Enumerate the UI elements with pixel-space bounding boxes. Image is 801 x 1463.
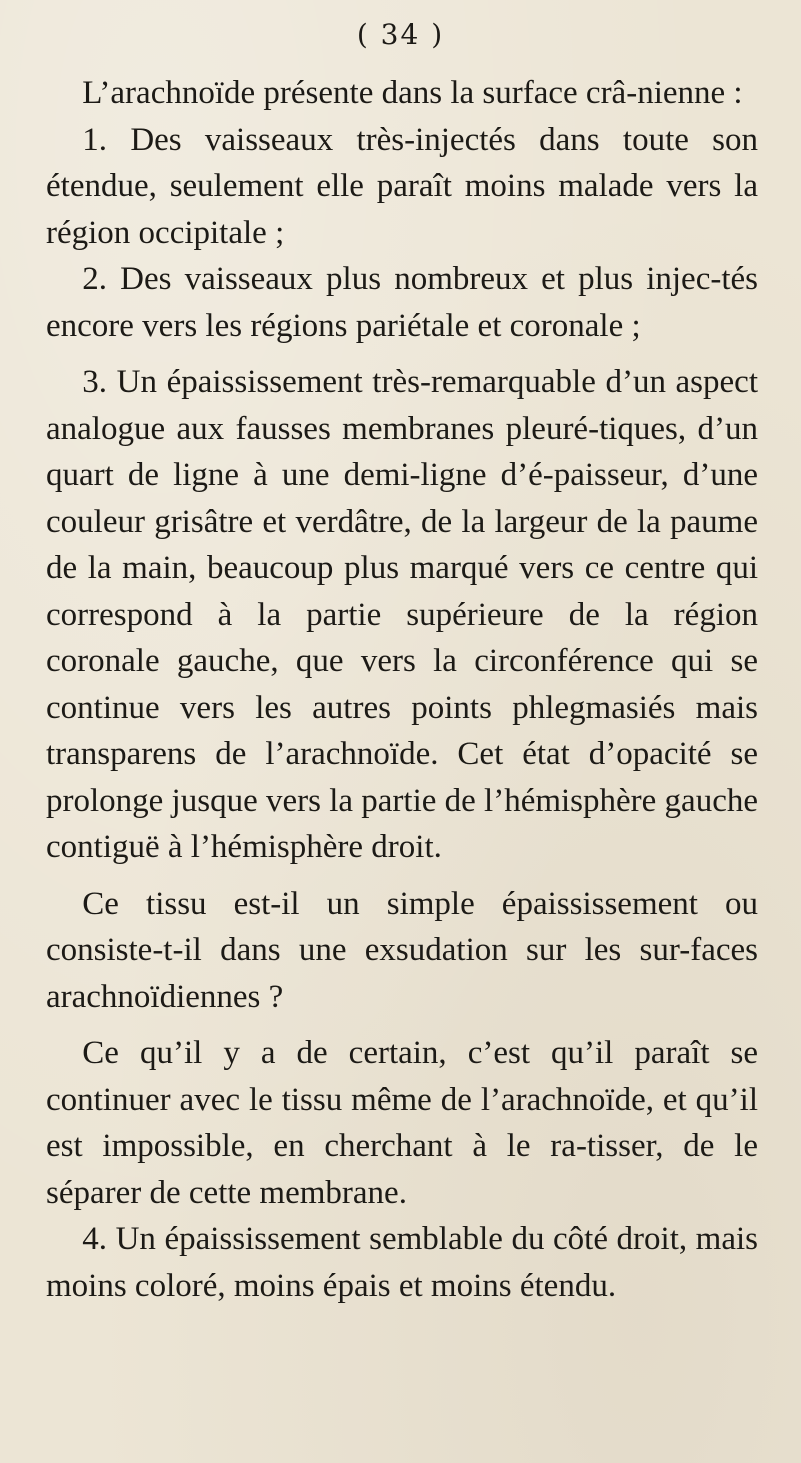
body-text	[46, 70, 758, 1309]
paragraph-item-3: 3. Un épaississement très-remarquable d’un aspect analogue aux fausses membranes pleuré-tiques, d’un quart de ligne à une demi-ligne d’é-paisseur, d’une couleur grisâtre et verdâtre, de la largeur de la paume de la main, beaucoup plus marqué vers ce centre qui correspond à la partie supérieure de la région coronale gauche, que vers la circonférence qui se continue vers les autres points phlegmasiés mais transparens de l’arachnoïde. Cet état d’opacité se prolonge jusque vers la partie de l’hémisphère gauche contiguë à l’hémisphère droit.	[46, 364, 758, 865]
paragraph-item-2: 2. Des vaisseaux plus nombreux et plus injec-tés encore vers les régions pariétale et coronale ;	[46, 261, 758, 344]
paragraph-item-4: 4. Un épaississement semblable du côté droit, mais moins coloré, moins épais et moins étendu.	[46, 1221, 758, 1304]
paragraph-observation: Ce qu’il y a de certain, c’est qu’il paraît se continuer avec le tissu même de l’arachnoïde, et qu’il est impossible, en cherchant à le ra-tisser, de le séparer de cette membrane.	[46, 1035, 758, 1211]
paragraph-item-1: 1. Des vaisseaux très-injectés dans toute son étendue, seulement elle paraît moins malade vers la région occipitale ;	[46, 121, 758, 251]
page-number: ( 34 )	[356, 18, 445, 51]
paragraph-question: Ce tissu est-il un simple épaississement ou consiste-t-il dans une exsudation sur les sur-faces arachnoïdiennes ?	[46, 885, 758, 1015]
paragraph-intro: L’arachnoïde présente dans la surface crâ-nienne :	[82, 75, 743, 111]
